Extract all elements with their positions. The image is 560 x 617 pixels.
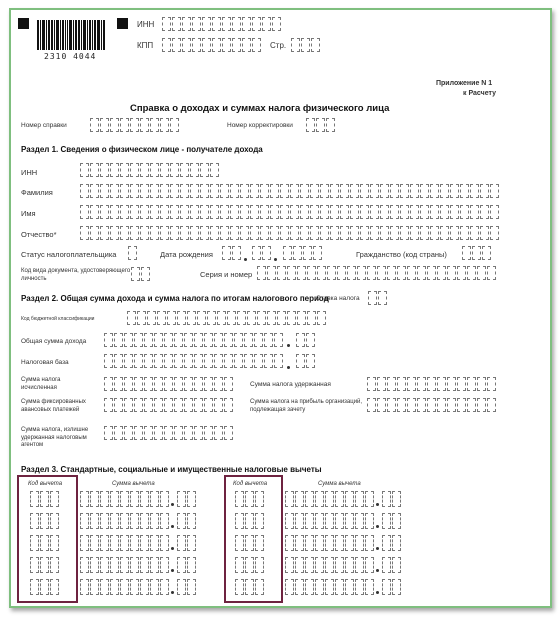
date-separator [244,258,247,261]
deduction-amount-cells[interactable] [80,491,170,507]
decimal-separator [287,344,290,347]
decimal-separator [376,525,379,528]
correction-number-cells[interactable] [306,118,336,132]
top-kpp-cells[interactable] [162,38,262,52]
excess-withheld-label: Сумма налога, излишне удержанная налоговым агентом [21,427,89,448]
fixed-advance-label: Сумма фиксированных авансовых платежей [21,399,86,413]
tax-rate-label: Ставка налога [316,295,360,302]
section2-title: Раздел 2. Общая сумма дохода и сумма налога по итогам налогового период [21,294,329,303]
excess-withheld-cells[interactable] [104,426,234,440]
page-label: Стр. [270,41,287,50]
deduction-amount-cells[interactable] [285,535,375,551]
patronymic-cells[interactable] [80,226,500,240]
tax-base-cells[interactable] [104,354,284,368]
deduction-code-cells[interactable] [30,557,60,573]
decimal-separator [171,547,174,550]
deduction-kopecks-cells[interactable] [177,535,197,551]
total-income-kopecks[interactable] [296,333,316,347]
appendix-line1: Приложение N 1 [436,80,493,87]
deduction-kopecks-cells[interactable] [177,557,197,573]
deduction-code-cells[interactable] [235,535,265,551]
tax-base-label: Налоговая база [21,359,69,366]
taxpayer-status-cells[interactable] [128,246,138,260]
deduction-code-cells[interactable] [235,513,265,529]
deduction-amount-cells[interactable] [80,513,170,529]
series-number-label: Серия и номер [200,270,253,279]
decimal-separator [376,569,379,572]
deduction-code-cells[interactable] [30,513,60,529]
citizenship-cells[interactable] [462,246,492,260]
kbk-cells[interactable] [127,311,327,325]
deduction-amount-cells[interactable] [285,579,375,595]
deduction-code-cells[interactable] [235,491,265,507]
appendix-line2: к Расчету [463,90,496,97]
name-cells[interactable] [80,205,500,219]
deduction-kopecks-cells[interactable] [382,579,402,595]
tax-calculated-label: Сумма налога исчисленная [21,377,61,391]
deduction-amount-cells[interactable] [285,491,375,507]
fixed-advance-cells[interactable] [104,398,234,412]
decimal-separator [376,591,379,594]
birth-month-cells[interactable] [252,246,272,260]
deduction-kopecks-cells[interactable] [382,491,402,507]
code-header-right: Код вычета [233,481,268,487]
taxpayer-status-label: Статус налогоплательщика [21,250,117,259]
total-income-label: Общая сумма дохода [21,338,87,345]
tax-withheld-cells[interactable] [367,377,497,391]
deduction-kopecks-cells[interactable] [382,513,402,529]
s1-inn-cells[interactable] [80,163,220,177]
decimal-separator [171,569,174,572]
surname-label: Фамилия [21,188,53,197]
s1-inn-label: ИНН [21,168,38,177]
birth-year-cells[interactable] [283,246,323,260]
deduction-code-cells[interactable] [235,579,265,595]
doc-code-cells[interactable] [131,267,151,281]
birth-day-cells[interactable] [222,246,242,260]
deduction-kopecks-cells[interactable] [382,557,402,573]
doc-code-label: Код вида документа, удостоверяющего личность [21,268,131,282]
deduction-amount-cells[interactable] [285,513,375,529]
date-separator [274,258,277,261]
decimal-separator [171,503,174,506]
corner-marker-right [117,18,128,29]
profit-tax-label: Сумма налога на прибыль организаций, подлежащая зачету [250,399,363,413]
deduction-kopecks-cells[interactable] [382,535,402,551]
deduction-code-cells[interactable] [30,579,60,595]
tax-rate-cells[interactable] [368,291,388,305]
section1-title: Раздел 1. Сведения о физическом лице - получателе дохода [21,145,263,154]
decimal-separator [376,503,379,506]
series-number-cells[interactable] [257,266,497,280]
decimal-separator [171,525,174,528]
deduction-amount-cells[interactable] [80,557,170,573]
decimal-separator [171,591,174,594]
certificate-number-label: Номер справки [21,122,67,129]
deduction-code-cells[interactable] [30,535,60,551]
profit-tax-cells[interactable] [367,398,497,412]
tax-calculated-cells[interactable] [104,377,234,391]
deduction-amount-cells[interactable] [285,557,375,573]
birth-date-label: Дата рождения [160,250,213,259]
deduction-amount-cells[interactable] [80,579,170,595]
amount-header-left: Сумма вычета [112,481,155,487]
deduction-code-cells[interactable] [235,557,265,573]
deduction-code-cells[interactable] [30,491,60,507]
correction-number-label: Номер корректировки [227,122,293,129]
deduction-kopecks-cells[interactable] [177,491,197,507]
name-label: Имя [21,209,36,218]
top-inn-cells[interactable] [162,17,282,31]
page-title: Справка о доходах и суммах налога физического лица [130,103,390,114]
deduction-amount-cells[interactable] [80,535,170,551]
deduction-kopecks-cells[interactable] [177,513,197,529]
patronymic-label: Отчество* [21,230,57,239]
barcode-number: 2310 4044 [44,52,97,61]
citizenship-label: Гражданство (код страны) [356,250,447,259]
kbk-label: Код бюджетной классификации [21,316,95,322]
tax-withheld-label: Сумма налога удержанная [250,381,331,388]
section3-title: Раздел 3. Стандартные, социальные и имущественные налоговые вычеты [21,465,322,474]
deduction-kopecks-cells[interactable] [177,579,197,595]
code-header-left: Код вычета [28,481,63,487]
total-income-cells[interactable] [104,333,284,347]
tax-base-kopecks[interactable] [296,354,316,368]
amount-header-right: Сумма вычета [318,481,361,487]
certificate-number-cells[interactable] [90,118,180,132]
corner-marker-left [18,18,29,29]
page-cells[interactable] [291,38,321,52]
top-kpp-label: КПП [137,41,154,50]
surname-cells[interactable] [80,184,500,198]
decimal-separator [376,547,379,550]
decimal-separator [287,366,290,369]
top-inn-label: ИНН [137,20,155,29]
barcode [37,20,106,50]
